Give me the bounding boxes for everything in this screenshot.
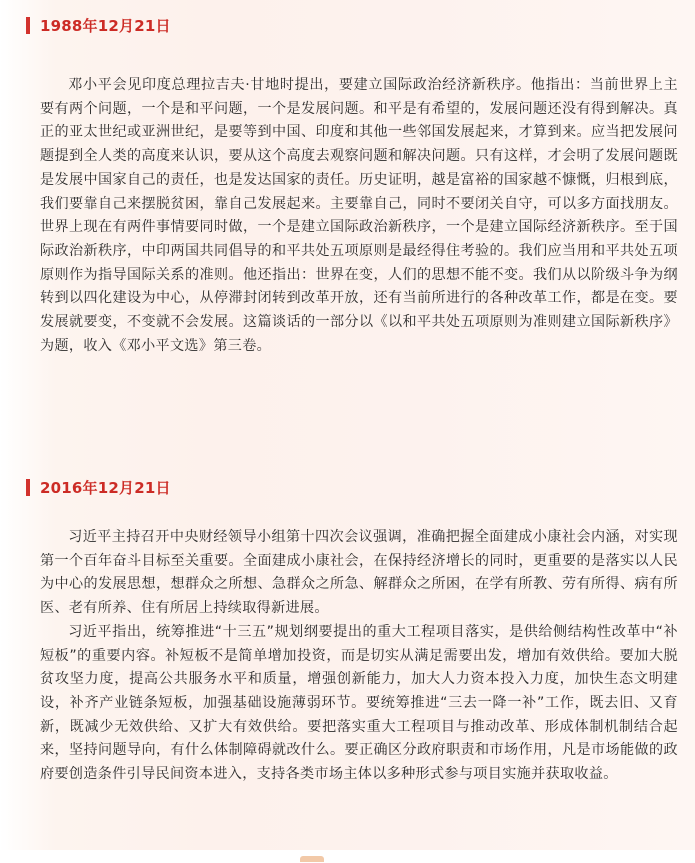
paragraph: 邓小平会见印度总理拉吉夫·甘地时提出，要建立国际政治经济新秩序。他指出：当前世界上主要有两个问题，一个是和平问题，一个是发展问题。和平是有希望的，发展问题还没有得到解决。真正的亚太世纪或亚洲世纪，是要等到中国、印度和其他一些邻国发展起来，才算到来。应当把发展问题提到全人类的高度来认识，要从这个高度去观察问题和解决问题。只有这样，才会明了发展问题既是发展中国家自己的责任，也是发达国家的责任。历史证明，越是富裕的国家越不慷慨，归根到底，我们要靠自己来摆脱贫困，靠自己发展起来。主要靠自己，同时不要闭关自守，可以多方面找朋友。世界上现在有两件事情要同时做，一个是建立国际政治新秩序，一个是建立国际经济新秩序。至于国际政治新秩序，中印两国共同倡导的和平共处五项原则是最经得住考验的。我们应当用和平共处五项原则作为指导国际关系的准则。他还指出：世界在变，人们的思想不能不变。我们从以阶级斗争为纲转到以四化建设为中心，从停滞封闭转到改革开放，还有当前所进行的各种改革工作，都是在变。要发展就要变，不变就不会发展。这篇谈话的一部分以《以和平共处五项原则为准则建立国际新秩序》为题，收入《邓小平文选》第三卷。 [40, 77, 678, 354]
section-date: 1988年12月21日 [40, 16, 171, 35]
footer-decoration [300, 856, 324, 862]
heading-accent-bar [26, 17, 30, 34]
section-heading [26, 476, 171, 498]
section-heading [26, 14, 171, 36]
heading-accent-bar [26, 479, 30, 496]
paragraph: 习近平主持召开中央财经领导小组第十四次会议强调，准确把握全面建成小康社会内涵，对实现第一个百年奋斗目标至关重要。全面建成小康社会，在保持经济增长的同时，更重要的是落实以人民为中心的发展思想，想群众之所想、急群众之所急、解群众之所困，在学有所教、劳有所得、病有所医、老有所养、住有所居上持续取得新进展。 [40, 529, 678, 617]
section-body [40, 74, 678, 358]
section-body [40, 526, 678, 787]
paragraph: 习近平指出，统筹推进“十三五”规划纲要提出的重大工程项目落实，是供给侧结构性改革中“补短板”的重要内容。补短板不是简单增加投资，而是切实从满足需要出发，增加有效供给。要加大脱贫攻坚力度，提高公共服务水平和质量，增强创新能力，加大人力资本投入力度，加快生态文明建设，补齐产业链条短板，加强基础设施薄弱环节。要统筹推进“三去一降一补”工作，既去旧、又育新，既减少无效供给、又扩大有效供给。要把落实重大工程项目与推动改革、形成体制机制结合起来，坚持问题导向，有什么体制障碍就改什么。要正确区分政府职责和市场作用，凡是市场能做的政府要创造条件引导民间资本进入，支持各类市场主体以多种形式参与项目实施并获取收益。 [40, 623, 678, 783]
section-date: 2016年12月21日 [40, 478, 171, 497]
